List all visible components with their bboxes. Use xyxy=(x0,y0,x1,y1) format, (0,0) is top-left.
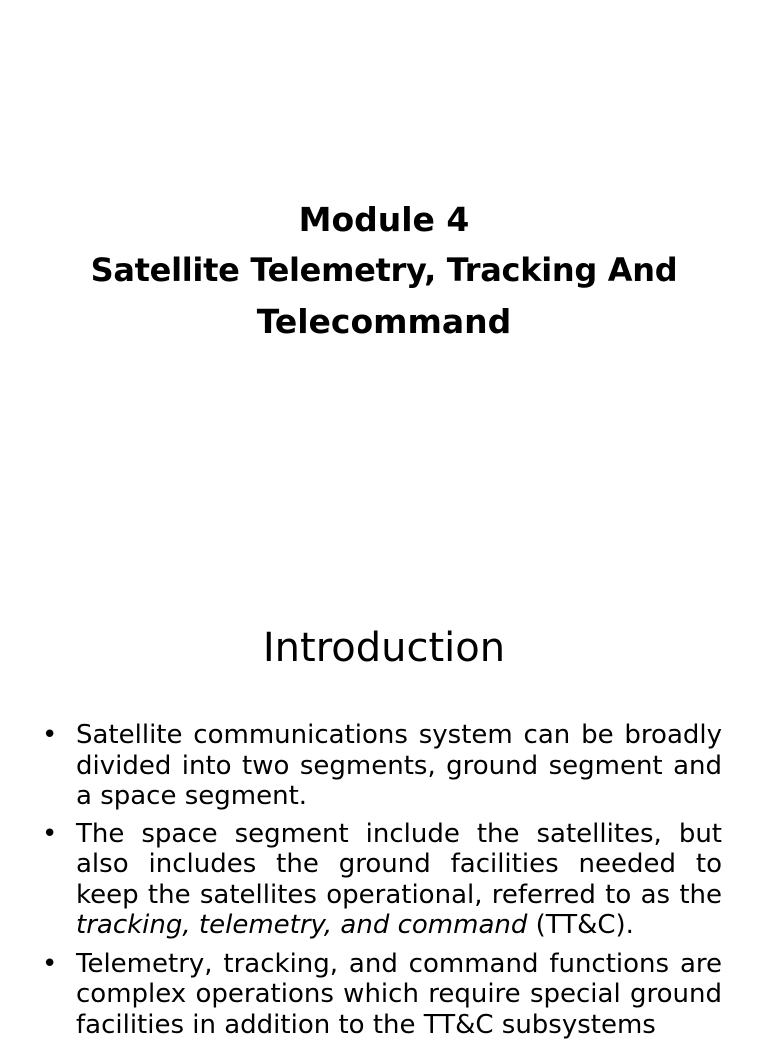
bullet-text: Telemetry, tracking, and command functions are complex operations which require special ground facilities in addition to the TT&C subsystems xyxy=(76,948,722,1040)
bullet-icon: • xyxy=(42,948,58,979)
introduction-slide xyxy=(0,560,768,1040)
bullet-item xyxy=(0,819,768,941)
bullet-item xyxy=(0,720,768,812)
slide-title xyxy=(0,194,768,347)
slide-heading: Introduction xyxy=(262,625,506,671)
title-line-topic: Satellite Telemetry, Tracking And xyxy=(90,251,678,289)
bullet-list xyxy=(0,720,768,1047)
title-line-module: Module 4 xyxy=(298,200,470,239)
bullet-item xyxy=(0,949,768,1041)
bullet-text-italic: tracking, telemetry, and command xyxy=(76,910,528,940)
bullet-text-part: The space segment include the satellites, but also includes the ground facilities needed to keep the satellites operational, referred to as the xyxy=(76,818,722,910)
bullet-text-part: (TT&C). xyxy=(527,910,634,940)
title-line-topic-cont: Telecommand xyxy=(256,302,512,341)
bullet-icon: • xyxy=(42,818,58,849)
bullet-text xyxy=(76,819,722,941)
bullet-icon: • xyxy=(42,720,58,750)
bullet-text: Satellite communications system can be broadly divided into two segments, ground segment and a space segment. xyxy=(76,720,722,811)
